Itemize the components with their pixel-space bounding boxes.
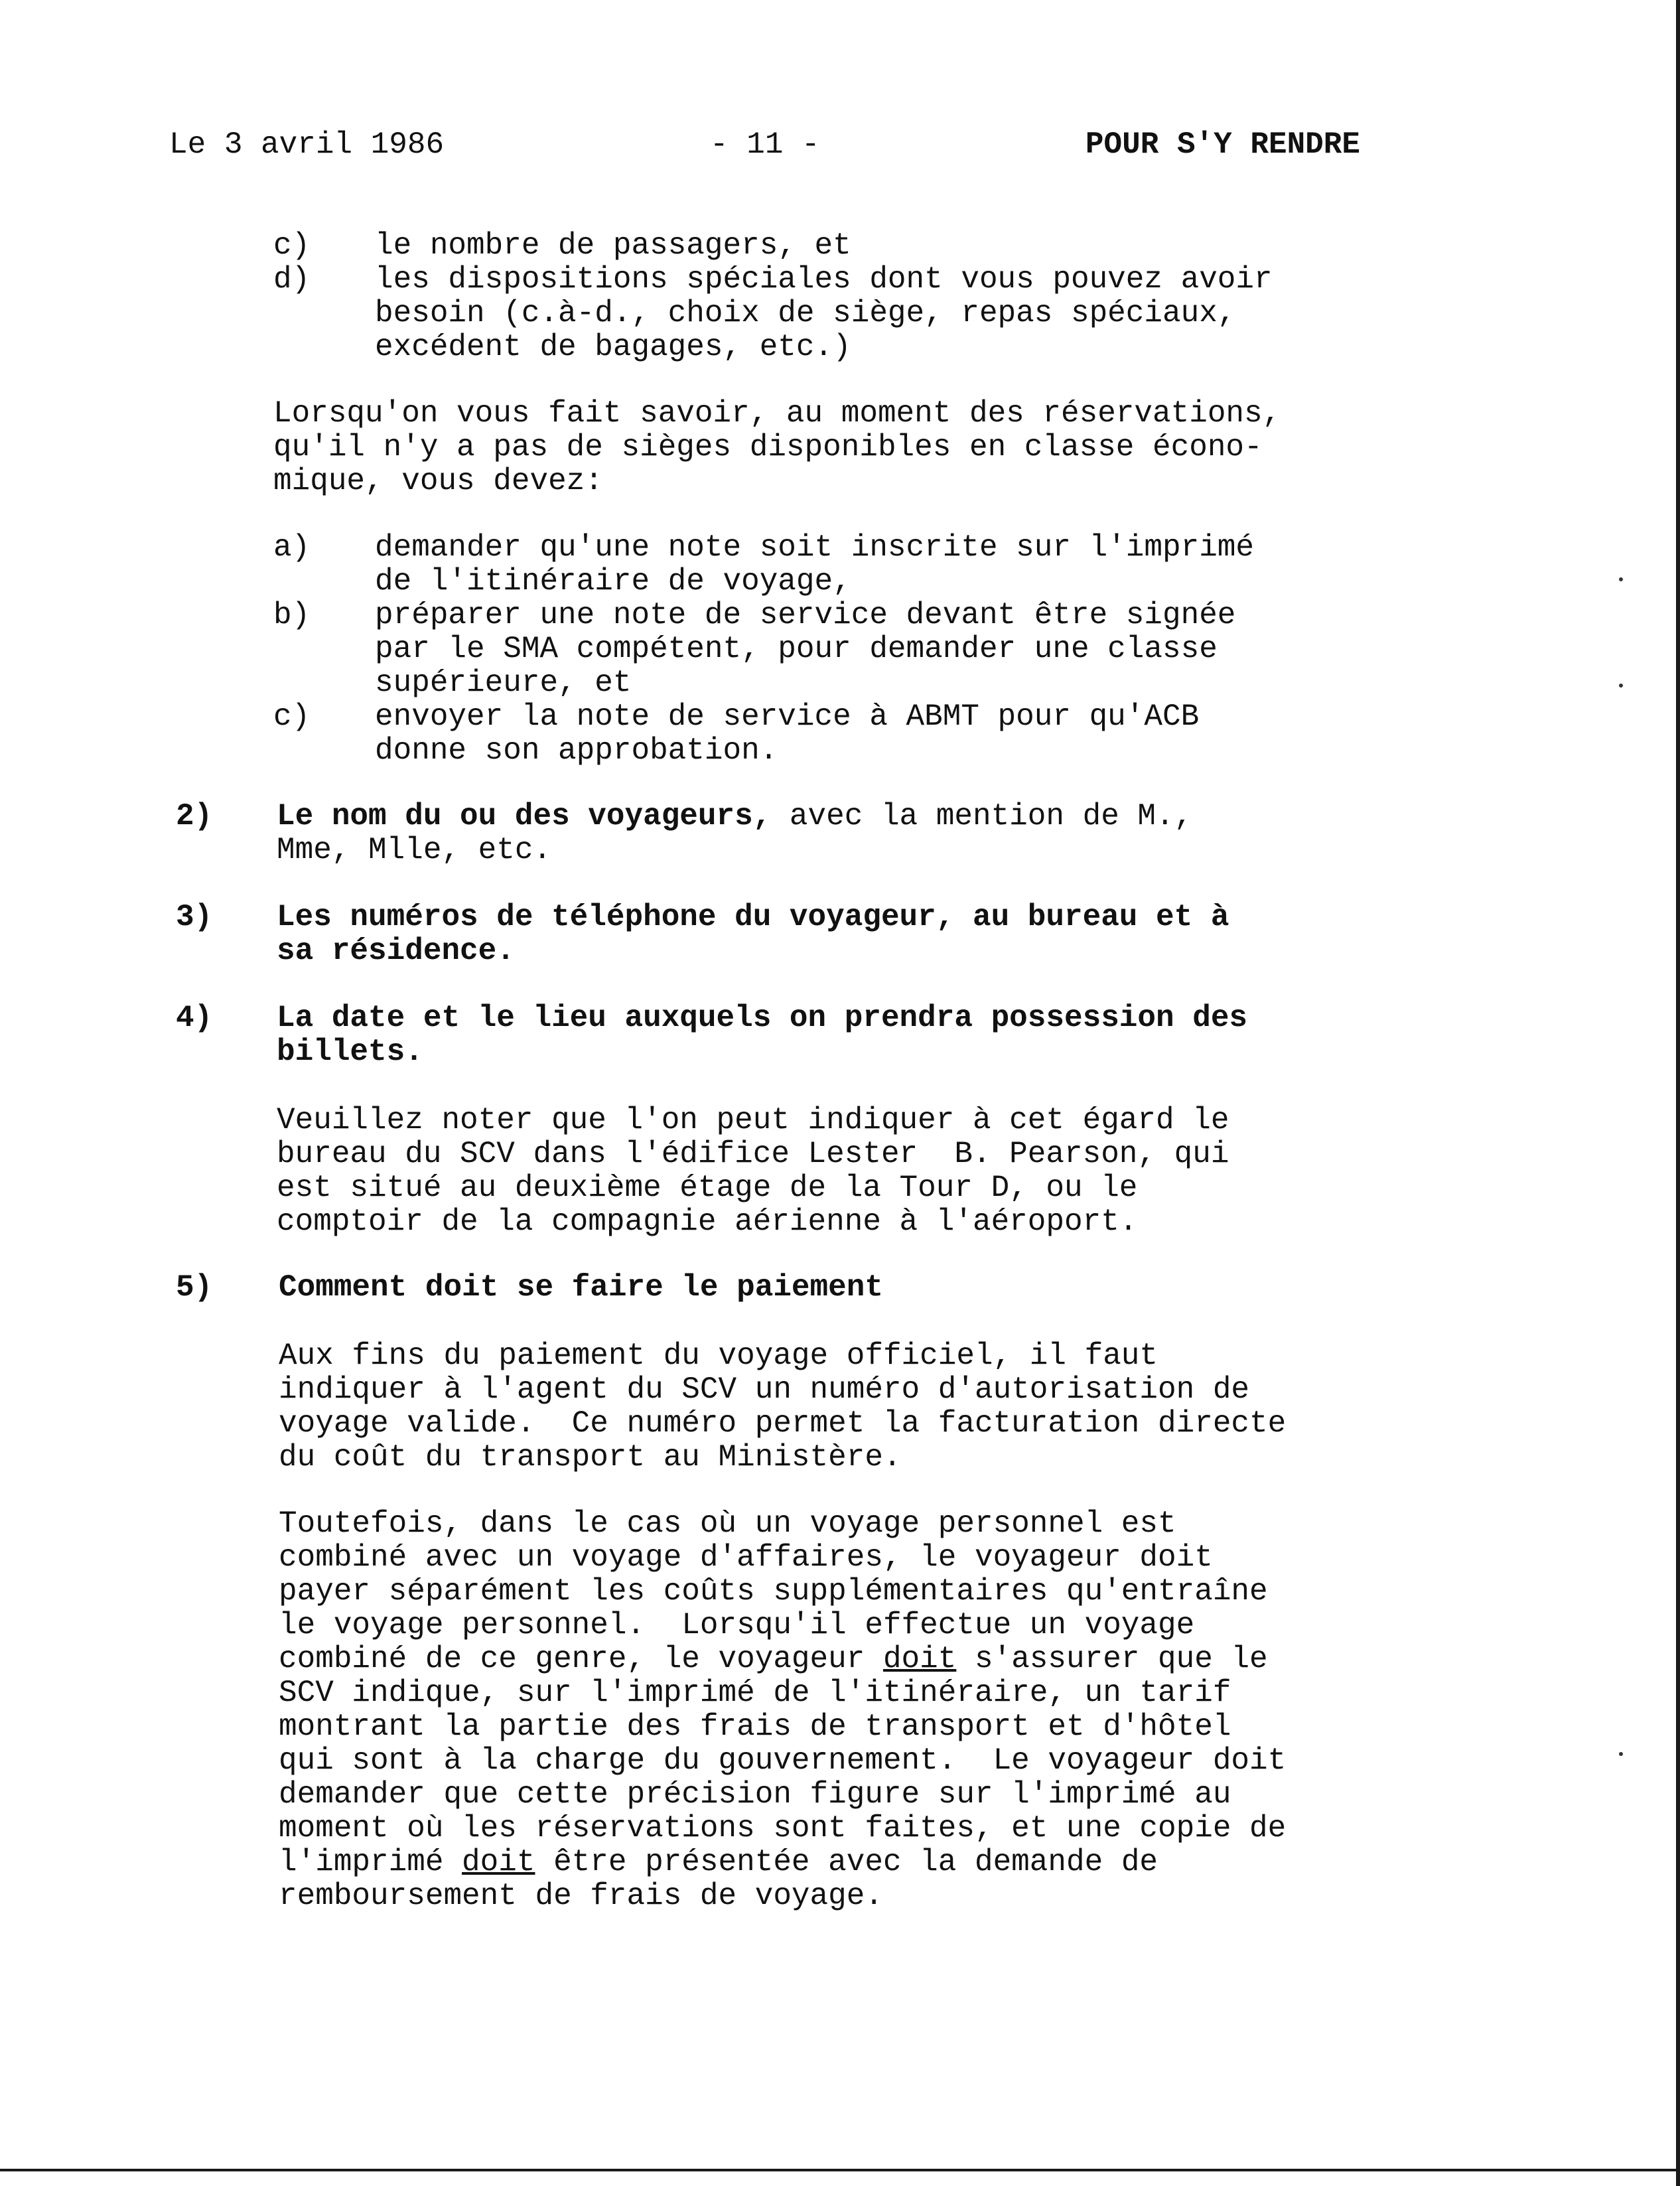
page-header — [169, 125, 1360, 165]
item-text — [277, 800, 1192, 834]
text-line: qui sont à la charge du gouvernement. Le voyageur doit — [279, 1743, 1287, 1778]
list-item-label: b) — [273, 598, 311, 632]
header-section-title: POUR S'Y RENDRE — [1085, 127, 1360, 162]
text-line: remboursement de frais de voyage. — [279, 1879, 883, 1913]
list-item-text: le nombre de passagers, et — [375, 228, 851, 263]
paragraph-tickets: Veuillez noter que l'on peut indiquer à cet égard le bureau du SCV dans l'édifice Lester B. Pearson, qui est situé au deuxième étage de la Tour D, ou le comptoir de la compagnie aérienne à l'aéroport. — [277, 1103, 1229, 1239]
list-item-label: d) — [273, 262, 311, 297]
item-number: 5) — [176, 1270, 213, 1305]
text-segment: être présentée avec la demande de — [535, 1845, 1158, 1879]
text-line: SCV indique, sur l'imprimé de l'itinéraire, un tarif — [279, 1676, 1231, 1710]
item-bold-text: Le nom du ou des voyageurs, — [277, 799, 772, 834]
text-line: payer séparément les coûts supplémentaires qu'entraîne — [279, 1574, 1268, 1609]
list-item-text: préparer une note de service devant être signée par le SMA compétent, pour demander une classe supérieure, et — [375, 598, 1236, 700]
text-segment: combiné de ce genre, le voyageur — [279, 1642, 883, 1676]
text-line — [279, 1845, 1158, 1879]
item-number: 2) — [176, 799, 213, 834]
scan-speck — [1619, 577, 1623, 581]
text-segment: l'imprimé — [279, 1845, 462, 1879]
header-page-number: - 11 - — [710, 127, 820, 162]
list-item-text: les dispositions spéciales dont vous pouvez avoir besoin (c.à-d., choix de siège, repas spéciaux, excédent de bagages, etc.) — [375, 262, 1273, 364]
scan-speck — [1619, 1752, 1623, 1756]
item-text: Comment doit se faire le paiement — [279, 1270, 883, 1305]
underlined-word: doit — [462, 1845, 535, 1879]
paragraph-economy: Lorsqu'on vous fait savoir, au moment des réservations, qu'il n'y a pas de sièges disponibles en classe écono- mique, vous devez: — [273, 396, 1281, 498]
text-line: le voyage personnel. Lorsqu'il effectue un voyage — [279, 1608, 1195, 1642]
paragraph-payment: Aux fins du paiement du voyage officiel, il faut indiquer à l'agent du SCV un numéro d'autorisation de voyage valide. Ce numéro permet la facturation directe du coût du transport au Ministère. — [279, 1339, 1287, 1475]
text-line: moment où les réservations sont faites, et une copie de — [279, 1811, 1287, 1846]
item-rest-text: avec la mention de M., — [771, 799, 1193, 834]
scan-right-edge — [1676, 0, 1680, 2186]
text-line: combiné avec un voyage d'affaires, le voyageur doit — [279, 1540, 1213, 1575]
paragraph-personal-travel — [279, 1507, 1286, 1913]
item-text: Les numéros de téléphone du voyageur, au bureau et à sa résidence. — [277, 900, 1229, 968]
text-segment: s'assurer que le — [956, 1642, 1268, 1676]
list-item-text: envoyer la note de service à ABMT pour qu'ACB donne son approbation. — [375, 699, 1200, 768]
header-date: Le 3 avril 1986 — [169, 127, 445, 162]
text-line: Toutefois, dans le cas où un voyage personnel est — [279, 1506, 1176, 1541]
list-item-label: a) — [273, 530, 311, 565]
text-line: demander que cette précision figure sur l'imprimé au — [279, 1777, 1231, 1812]
item-number: 3) — [176, 900, 213, 934]
scan-speck — [1619, 684, 1623, 688]
list-item-label: c) — [273, 699, 311, 734]
item-number: 4) — [176, 1001, 213, 1035]
item-text-line2: Mme, Mlle, etc. — [277, 833, 552, 867]
underlined-word: doit — [882, 1642, 957, 1676]
item-text: La date et le lieu auxquels on prendra possession des billets. — [277, 1001, 1248, 1069]
scan-bottom-edge — [0, 2169, 1680, 2171]
list-item-label: c) — [273, 228, 311, 263]
text-line — [279, 1642, 1268, 1676]
text-line: montrant la partie des frais de transport et d'hôtel — [279, 1710, 1231, 1744]
list-item-text: demander qu'une note soit inscrite sur l'imprimé de l'itinéraire de voyage, — [375, 530, 1255, 599]
